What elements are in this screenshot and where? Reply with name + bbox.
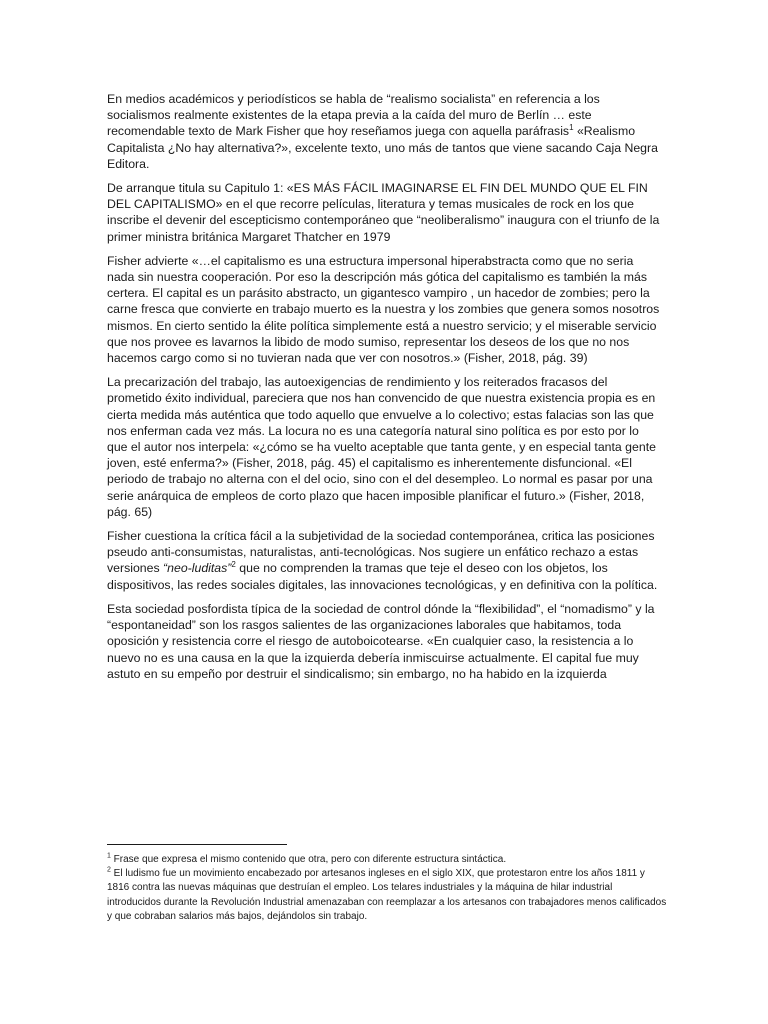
footnote-number: 1 <box>107 852 111 860</box>
footnote-separator <box>107 844 287 845</box>
footnote <box>107 867 667 924</box>
footnote-text: El ludismo fue un movimiento encabezado por artesanos ingleses en el siglo XIX, que protestaron entre los años 1811 y 1816 contra las nuevas máquinas que destruían el empleo. Los telares industriales y la máquina de hilar industrial introducidos durante la Revolución Industrial amenazaban con reemplazar a los artesanos con trabajadores menos calificados y que cobraban salarios más bajos, dejándolos sin trabajo. <box>107 868 667 922</box>
footnote <box>107 853 667 867</box>
footnote-ref: 1 <box>569 123 574 133</box>
paragraph <box>107 91 660 172</box>
paragraph <box>107 374 660 520</box>
paragraph <box>107 528 660 593</box>
paragraph-text: que no comprenden la tramas que teje el deseo con los objetos, los dispositivos, las redes sociales digitales, las innovaciones tecnológicas, y en definitiva con la política. <box>107 561 658 592</box>
paragraph <box>107 601 660 682</box>
paragraph-text: En medios académicos y periodísticos se habla de “realismo socialista” en referencia a los socialismos realmente existentes de la etapa previa a la caída del muro de Berlín … este recomendable texto de Mark Fisher que hoy reseñamos juega con aquella paráfrasis <box>107 92 600 139</box>
paragraph <box>107 180 660 245</box>
paragraph-text: Fisher advierte «…el capitalismo es una estructura impersonal hiperabstracta como que no seria nada sin nuestra cooperación. Por eso la descripción más gótica del capitalismo es también la más certera. El capital es un parásito abstracto, un gigantesco vampiro , un hacedor de zombies; pero la carne fresca que convierte en trabajo muerto es la nuestra y los zombies que genera somos nosotros mismos. En cierto sentido la élite política simplemente está a nuestro servicio; y el miserable servicio que nos provee es lavarnos la libido de modo sumiso, representar los deseos de los que no nos hacemos cargo como si no tuvieran nada que ver con nosotros.» (Fisher, 2018, pág. 39) <box>107 253 660 366</box>
paragraph-text: Esta sociedad posfordista típica de la sociedad de control dónde la “flexibilidad”, el “nomadismo” y la “espontaneidad” son los rasgos salientes de las organizaciones laborales que habitamos, toda oposición y resistencia corre el riesgo de autoboicotearse. «En cualquier caso, la resistencia a lo nuevo no es una causa en la que la izquierda debería inmiscuirse actualmente. El capital fue muy astuto en su empeño por destruir el sindicalismo; sin embargo, no ha habido en la izquierda <box>107 601 655 681</box>
footnote-ref: 2 <box>231 560 236 570</box>
footnote-text: Frase que expresa el mismo contenido que otra, pero con diferente estructura sintáctica. <box>110 854 507 865</box>
footnotes <box>107 844 667 924</box>
paragraph-text: De arranque titula su Capitulo 1: «ES MÁS FÁCIL IMAGINARSE EL FIN DEL MUNDO QUE EL FIN DEL CAPITALISMO» en el que recorre películas, literatura y temas musicales de rock en los que inscribe el devenir del escepticismo contemporáneo que “neoliberalismo” inaugura con el triunfo de la primer ministra británica Margaret Thatcher en 1979 <box>107 181 660 244</box>
paragraph-text: La precarización del trabajo, las autoexigencias de rendimiento y los reiterados fracasos del prometido éxito individual, pareciera que nos han convencido de que nuestra existencia propia es en cierta medida más auténtica que todo aquello que envuelve a lo colectivo; estas falacias son las que nos enferman cada vez más. La locura no es una categoría natural sino política es por esto por lo que el autor nos interpela: «¿cómo se ha vuelto aceptable que tanta gente, y en especial tanta gente joven, esté enferma?» (Fisher, 2018, pág. 45) el capitalismo es inherentemente disfuncional. «El periodo de trabajo no alterna con el del ocio, sino con el del desempleo. Lo normal es pasar por una serie anárquica de empleos de corto plazo que hacen imposible planificar el futuro.» (Fisher, 2018, pág. 65) <box>107 375 656 519</box>
italic-text: “neo-luditas” <box>163 561 232 576</box>
paragraph-text: Fisher cuestiona la crítica fácil a la subjetividad de la sociedad contemporánea, critica las posiciones pseudo anti-consumistas, naturalistas, anti-tecnológicas. Nos sugiere un enfático rechazo a estas versiones <box>107 529 655 576</box>
paragraph-text: «Realismo Capitalista ¿No hay alternativa?», excelente texto, uno más de tantos que viene sacando Caja Negra Editora. <box>107 124 658 171</box>
footnote-number: 2 <box>107 866 111 874</box>
paragraph <box>107 253 660 366</box>
body-text <box>107 91 660 690</box>
